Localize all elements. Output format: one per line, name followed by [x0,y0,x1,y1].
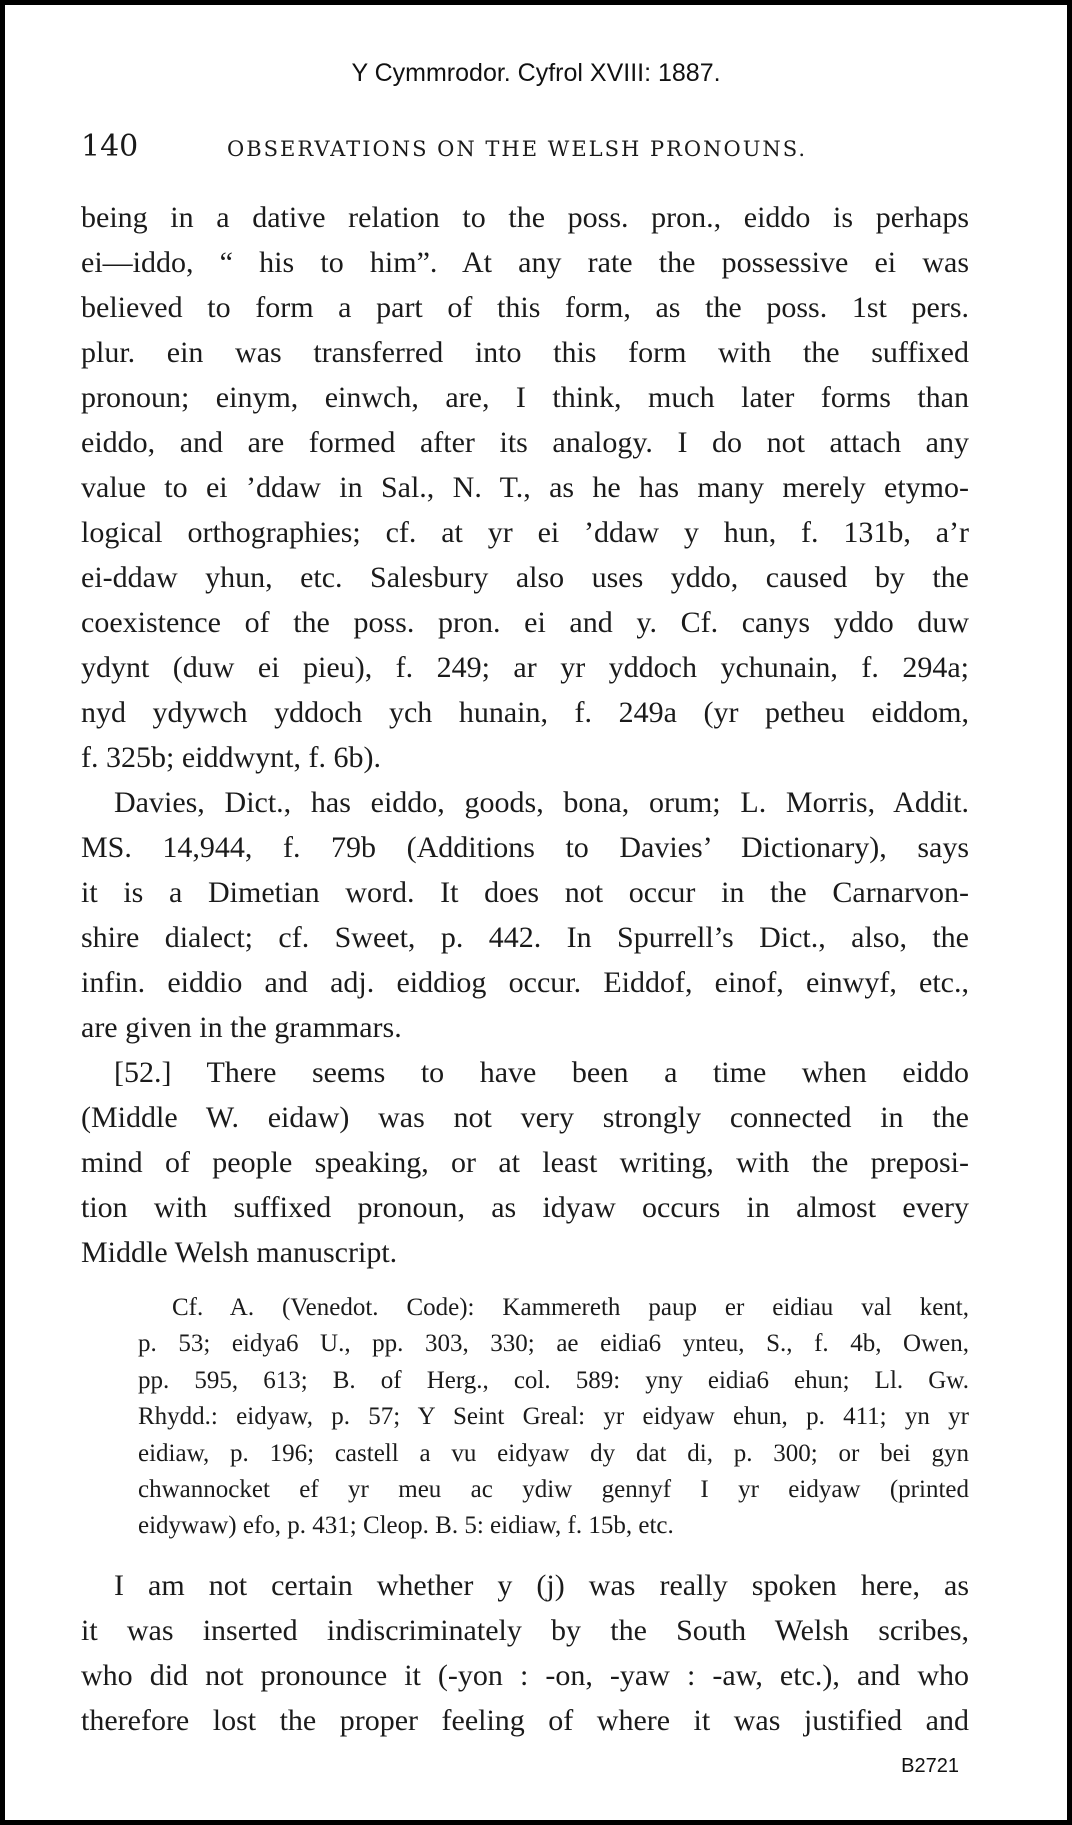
paragraph-3 [81,1050,969,1275]
text-line: it is a Dimetian word. It does not occur in the Carnarvon- [81,876,969,909]
text-line: therefore lost the proper feeling of where it was justified and [81,1703,969,1737]
text-line: eiddo, and are formed after its analogy. I do not attach any [81,426,969,459]
text-line: I am not certain whether y (j) was really spoken here, as [114,1568,969,1602]
text-line: mind of people speaking, or at least writing, with the preposi- [81,1146,969,1179]
journal-header: Y Cymmrodor. Cyfrol XVIII: 1887. [351,59,721,87]
text-line: ei-ddaw yhun, etc. Salesbury also uses yddo, caused by the [81,561,969,594]
text-line: it was inserted indiscriminately by the South Welsh scribes, [81,1613,969,1647]
text-line: being in a dative relation to the poss. pron., eiddo is perhaps [81,201,969,234]
citation-line: eidywaw) efo, p. 431; Cleop. B. 5: eidiaw, f. 15b, etc. [138,1512,674,1540]
paragraph-2 [81,780,969,1050]
running-title: OBSERVATIONS ON THE WELSH PRONOUNS. [227,137,808,161]
text-line: Middle Welsh manuscript. [81,1236,398,1269]
text-line: logical orthographies; cf. at yr ei ’ddaw y hun, f. 131b, a’r [81,516,969,549]
text-line: plur. ein was transferred into this form with the suffixed [81,336,969,369]
citation-line: p. 53; eidya6 U., pp. 303, 330; ae eidia6 ynteu, S., f. 4b, Owen, [138,1330,969,1358]
text-line: [52.] There seems to have been a time when eiddo [114,1056,969,1089]
text-line: believed to form a part of this form, as the poss. 1st pers. [81,291,969,324]
text-line: ei—iddo, “ his to him”. At any rate the possessive ei was [81,246,969,279]
page-number: 140 [81,129,139,164]
body-text [81,195,969,1743]
citation-line: Cf. A. (Venedot. Code): Kammereth paup er eidiau val kent, [172,1294,969,1321]
citation-line: eidiaw, p. 196; castell a vu eidyaw dy dat di, p. 300; or bei gyn [138,1439,969,1467]
text-line: (Middle W. eidaw) was not very strongly connected in the [81,1101,969,1134]
text-line: coexistence of the poss. pron. ei and y. Cf. canys yddo duw [81,606,969,639]
text-line: are given in the grammars. [81,1011,402,1044]
running-head [81,129,971,164]
citation-line: Rhydd.: eidyaw, p. 57; Y Seint Greal: yr eidyaw ehun, p. 411; yn yr [138,1403,969,1431]
page-reference: B2721 [901,1755,959,1777]
text-line: pronoun; einym, einwch, are, I think, much later forms than [81,381,969,414]
citation-block [81,1290,969,1545]
text-line: infin. eiddio and adj. eiddiog occur. Eiddof, einof, einwyf, etc., [81,966,969,999]
citation-line: pp. 595, 613; B. of Herg., col. 589: yny eidia6 ehun; Ll. Gw. [138,1366,969,1394]
text-line: f. 325b; eiddwynt, f. 6b). [81,741,381,774]
text-line: who did not pronounce it (-yon : -on, -yaw : -aw, etc.), and who [81,1658,969,1692]
text-line: nyd ydywch yddoch ych hunain, f. 249a (yr petheu eiddom, [81,696,969,729]
text-line: MS. 14,944, f. 79b (Additions to Davies’ Dictionary), says [81,831,969,864]
paragraph-4 [81,1563,969,1743]
text-line: value to ei ’ddaw in Sal., N. T., as he has many merely etymo- [81,471,969,504]
text-line: ydynt (duw ei pieu), f. 249; ar yr yddoch ychunain, f. 294a; [81,651,969,684]
text-line: shire dialect; cf. Sweet, p. 442. In Spurrell’s Dict., also, the [81,921,969,954]
text-line: Davies, Dict., has eiddo, goods, bona, orum; L. Morris, Addit. [114,786,969,819]
paragraph-1 [81,195,969,780]
citation-line: chwannocket ef yr meu ac ydiw gennyf I yr eidyaw (printed [138,1475,969,1503]
text-line: tion with suffixed pronoun, as idyaw occurs in almost every [81,1191,969,1224]
